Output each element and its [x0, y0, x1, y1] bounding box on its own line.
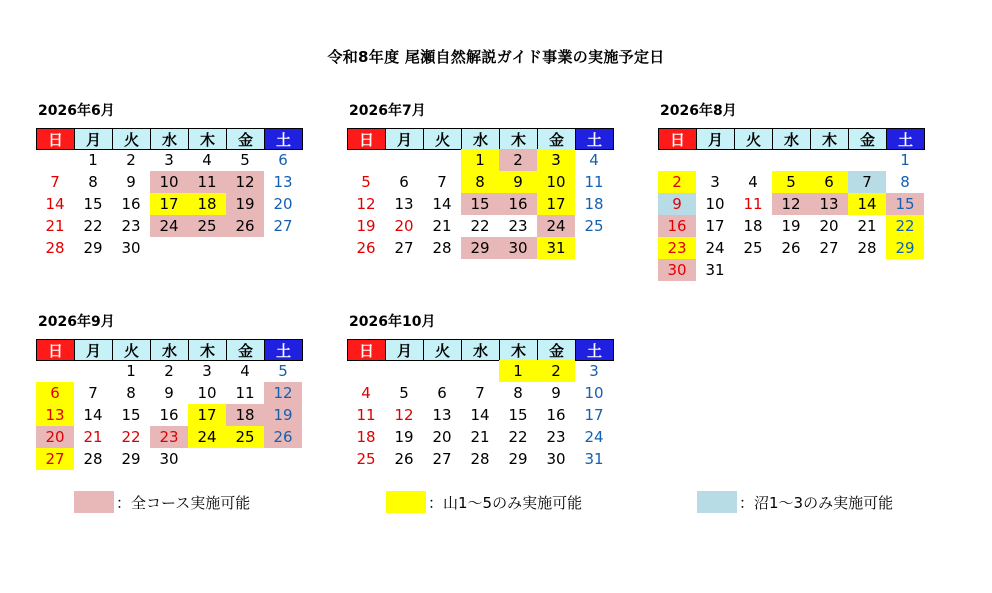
day-cell: 26 [264, 426, 302, 448]
weekday-6: 土 [886, 128, 925, 150]
day-cell: 3 [589, 362, 599, 380]
day-cell: 11 [584, 173, 604, 191]
weekday-3: 水 [772, 128, 811, 150]
weekday-0: 日 [347, 128, 386, 150]
week-row [36, 171, 308, 193]
weekday-5: 金 [226, 339, 265, 361]
day-cell: 30 [546, 450, 566, 468]
day-cell: 23 [121, 217, 141, 235]
day-cell: 10 [537, 171, 575, 193]
empty-cell [347, 360, 385, 382]
day-cell: 16 [159, 406, 179, 424]
day-cell: 19 [226, 193, 264, 215]
weekday-header [36, 128, 308, 149]
day-cell: 2 [126, 151, 136, 169]
day-cell: 21 [45, 217, 65, 235]
day-cell: 17 [705, 217, 725, 235]
day-cell: 18 [226, 404, 264, 426]
empty-cell [385, 149, 423, 171]
week-row [658, 237, 930, 259]
day-cell: 18 [743, 217, 763, 235]
legend-mountain-only [386, 491, 582, 513]
day-cell: 28 [83, 450, 103, 468]
day-cell: 11 [356, 406, 376, 424]
weekday-5: 金 [848, 128, 887, 150]
week-row [36, 426, 308, 448]
empty-cell [150, 237, 188, 259]
day-cell: 29 [886, 237, 924, 259]
week-row [347, 360, 619, 382]
empty-cell [36, 360, 74, 382]
day-cell: 28 [432, 239, 452, 257]
week-row [658, 193, 930, 215]
day-cell: 15 [461, 193, 499, 215]
day-cell: 13 [36, 404, 74, 426]
day-cell: 8 [900, 173, 910, 191]
empty-cell [810, 149, 848, 171]
month-calendar [658, 128, 930, 281]
empty-cell [772, 149, 810, 171]
weekday-4: 木 [188, 339, 227, 361]
weekday-2: 火 [734, 128, 773, 150]
day-cell: 20 [432, 428, 452, 446]
weekday-2: 火 [112, 128, 151, 150]
weekday-1: 月 [696, 128, 735, 150]
week-row [36, 404, 308, 426]
empty-cell [347, 149, 385, 171]
month-label: 2026年6月 [38, 103, 115, 119]
day-cell: 28 [857, 239, 877, 257]
day-cell: 1 [900, 151, 910, 169]
weekday-2: 火 [423, 339, 462, 361]
day-cell: 28 [45, 239, 65, 257]
empty-cell [385, 360, 423, 382]
empty-cell [810, 259, 848, 281]
empty-cell [772, 259, 810, 281]
empty-cell [74, 360, 112, 382]
day-cell: 8 [88, 173, 98, 191]
day-cell: 13 [810, 193, 848, 215]
week-row [658, 171, 930, 193]
week-row [347, 382, 619, 404]
day-cell: 6 [399, 173, 409, 191]
weekday-header [347, 128, 619, 149]
day-cell: 14 [432, 195, 452, 213]
weekday-header [347, 339, 619, 360]
day-cell: 24 [584, 428, 604, 446]
day-cell: 6 [278, 151, 288, 169]
day-cell: 21 [857, 217, 877, 235]
day-cell: 5 [772, 171, 810, 193]
day-cell: 16 [121, 195, 141, 213]
day-cell: 13 [432, 406, 452, 424]
day-cell: 25 [188, 215, 226, 237]
day-cell: 27 [819, 239, 839, 257]
day-cell: 22 [121, 428, 141, 446]
week-row [658, 215, 930, 237]
day-cell: 2 [537, 360, 575, 382]
day-cell: 9 [658, 193, 696, 215]
day-cell: 25 [356, 450, 376, 468]
day-cell: 29 [83, 239, 103, 257]
weekday-2: 火 [112, 339, 151, 361]
legend-label: ：全コース実施可能 [116, 493, 251, 512]
weekday-4: 木 [188, 128, 227, 150]
day-cell: 26 [781, 239, 801, 257]
day-cell: 4 [589, 151, 599, 169]
day-cell: 8 [513, 384, 523, 402]
day-cell: 19 [264, 404, 302, 426]
day-cell: 7 [437, 173, 447, 191]
weekday-2: 火 [423, 128, 462, 150]
empty-cell [36, 149, 74, 171]
weekday-5: 金 [537, 339, 576, 361]
week-row [658, 259, 930, 281]
day-cell: 23 [658, 237, 696, 259]
day-cell: 4 [748, 173, 758, 191]
day-cell: 12 [356, 195, 376, 213]
day-cell: 5 [278, 362, 288, 380]
day-cell: 24 [705, 239, 725, 257]
page-title: 令和8年度 尾瀬自然解説ガイド事業の実施予定日 [327, 48, 665, 66]
day-cell: 3 [710, 173, 720, 191]
weekday-0: 日 [36, 128, 75, 150]
day-cell: 23 [508, 217, 528, 235]
day-cell: 10 [584, 384, 604, 402]
day-cell: 14 [848, 193, 886, 215]
empty-cell [188, 448, 226, 470]
day-cell: 11 [235, 384, 255, 402]
day-cell: 13 [273, 173, 293, 191]
empty-cell [848, 149, 886, 171]
weekday-3: 水 [461, 339, 500, 361]
day-cell: 30 [121, 239, 141, 257]
day-cell: 12 [264, 382, 302, 404]
month-label: 2026年10月 [349, 314, 436, 330]
day-cell: 16 [499, 193, 537, 215]
week-row [36, 149, 308, 171]
week-row [36, 382, 308, 404]
day-cell: 19 [356, 217, 376, 235]
month-calendar [36, 339, 308, 470]
weekday-0: 日 [658, 128, 697, 150]
day-cell: 22 [470, 217, 490, 235]
weekday-6: 土 [264, 339, 303, 361]
legend-swatch-yellow [386, 491, 426, 513]
day-cell: 14 [470, 406, 490, 424]
day-cell: 30 [658, 259, 696, 281]
day-cell: 12 [394, 406, 414, 424]
week-row [347, 215, 619, 237]
day-cell: 15 [121, 406, 141, 424]
day-cell: 17 [150, 193, 188, 215]
week-row [36, 360, 308, 382]
day-cell: 27 [432, 450, 452, 468]
day-cell: 29 [121, 450, 141, 468]
day-cell: 2 [658, 171, 696, 193]
weekday-6: 土 [575, 339, 614, 361]
day-cell: 6 [810, 171, 848, 193]
week-row [36, 193, 308, 215]
day-cell: 9 [164, 384, 174, 402]
day-cell: 29 [508, 450, 528, 468]
day-cell: 7 [88, 384, 98, 402]
day-cell: 6 [437, 384, 447, 402]
day-cell: 7 [848, 171, 886, 193]
empty-cell [575, 237, 613, 259]
day-cell: 17 [584, 406, 604, 424]
day-cell: 8 [126, 384, 136, 402]
day-cell: 10 [197, 384, 217, 402]
day-cell: 16 [546, 406, 566, 424]
empty-cell [848, 259, 886, 281]
weekday-0: 日 [36, 339, 75, 361]
day-cell: 18 [356, 428, 376, 446]
day-cell: 19 [781, 217, 801, 235]
legend-all-courses [74, 491, 250, 513]
day-cell: 26 [226, 215, 264, 237]
day-cell: 7 [50, 173, 60, 191]
weekday-1: 月 [385, 339, 424, 361]
day-cell: 22 [886, 215, 924, 237]
weekday-3: 水 [461, 128, 500, 150]
month-calendar [36, 128, 308, 259]
day-cell: 31 [705, 261, 725, 279]
day-cell: 17 [537, 193, 575, 215]
day-cell: 15 [83, 195, 103, 213]
day-cell: 4 [240, 362, 250, 380]
day-cell: 31 [537, 237, 575, 259]
empty-cell [886, 259, 924, 281]
day-cell: 20 [394, 217, 414, 235]
empty-cell [423, 360, 461, 382]
day-cell: 23 [546, 428, 566, 446]
weekday-4: 木 [810, 128, 849, 150]
week-row [347, 448, 619, 470]
day-cell: 31 [584, 450, 604, 468]
weekday-4: 木 [499, 339, 538, 361]
empty-cell [264, 448, 302, 470]
day-cell: 3 [164, 151, 174, 169]
day-cell: 21 [432, 217, 452, 235]
week-row [347, 171, 619, 193]
month-label: 2026年9月 [38, 314, 115, 330]
week-row [347, 193, 619, 215]
day-cell: 11 [188, 171, 226, 193]
day-cell: 24 [188, 426, 226, 448]
week-row [36, 448, 308, 470]
day-cell: 15 [886, 193, 924, 215]
legend-marsh-only [697, 491, 893, 513]
weekday-1: 月 [74, 128, 113, 150]
day-cell: 27 [36, 448, 74, 470]
day-cell: 5 [399, 384, 409, 402]
week-row [347, 237, 619, 259]
weekday-0: 日 [347, 339, 386, 361]
day-cell: 24 [537, 215, 575, 237]
empty-cell [696, 149, 734, 171]
weekday-header [36, 339, 308, 360]
empty-cell [423, 149, 461, 171]
day-cell: 14 [83, 406, 103, 424]
weekday-header [658, 128, 930, 149]
week-row [347, 404, 619, 426]
day-cell: 1 [499, 360, 537, 382]
day-cell: 26 [356, 239, 376, 257]
day-cell: 29 [461, 237, 499, 259]
day-cell: 27 [273, 217, 293, 235]
empty-cell [734, 259, 772, 281]
day-cell: 19 [394, 428, 414, 446]
empty-cell [226, 448, 264, 470]
weekday-6: 土 [264, 128, 303, 150]
day-cell: 9 [551, 384, 561, 402]
weekday-1: 月 [74, 339, 113, 361]
day-cell: 2 [164, 362, 174, 380]
day-cell: 2 [499, 149, 537, 171]
weekday-5: 金 [226, 128, 265, 150]
day-cell: 1 [126, 362, 136, 380]
day-cell: 30 [499, 237, 537, 259]
day-cell: 5 [361, 173, 371, 191]
day-cell: 15 [508, 406, 528, 424]
day-cell: 21 [83, 428, 103, 446]
week-row [658, 149, 930, 171]
month-label: 2026年8月 [660, 103, 737, 119]
day-cell: 7 [475, 384, 485, 402]
day-cell: 24 [150, 215, 188, 237]
weekday-1: 月 [385, 128, 424, 150]
weekday-5: 金 [537, 128, 576, 150]
day-cell: 5 [240, 151, 250, 169]
weekday-3: 水 [150, 339, 189, 361]
week-row [347, 426, 619, 448]
day-cell: 11 [743, 195, 763, 213]
day-cell: 22 [508, 428, 528, 446]
day-cell: 9 [126, 173, 136, 191]
day-cell: 3 [537, 149, 575, 171]
day-cell: 22 [83, 217, 103, 235]
weekday-6: 土 [575, 128, 614, 150]
day-cell: 18 [584, 195, 604, 213]
legend-swatch-lightblue [697, 491, 737, 513]
day-cell: 12 [772, 193, 810, 215]
day-cell: 16 [658, 215, 696, 237]
day-cell: 10 [150, 171, 188, 193]
month-calendar [347, 339, 619, 470]
legend-label: ：山1～5のみ実施可能 [428, 493, 583, 512]
day-cell: 6 [36, 382, 74, 404]
day-cell: 20 [36, 426, 74, 448]
day-cell: 21 [470, 428, 490, 446]
empty-cell [264, 237, 302, 259]
empty-cell [226, 237, 264, 259]
day-cell: 27 [394, 239, 414, 257]
day-cell: 14 [45, 195, 65, 213]
day-cell: 10 [705, 195, 725, 213]
month-calendar [347, 128, 619, 259]
weekday-4: 木 [499, 128, 538, 150]
day-cell: 1 [88, 151, 98, 169]
day-cell: 26 [394, 450, 414, 468]
empty-cell [734, 149, 772, 171]
day-cell: 4 [202, 151, 212, 169]
day-cell: 1 [461, 149, 499, 171]
week-row [36, 215, 308, 237]
legend-swatch-pink [74, 491, 114, 513]
week-row [347, 149, 619, 171]
day-cell: 23 [150, 426, 188, 448]
day-cell: 28 [470, 450, 490, 468]
day-cell: 13 [394, 195, 414, 213]
day-cell: 20 [819, 217, 839, 235]
week-row [36, 237, 308, 259]
day-cell: 18 [188, 193, 226, 215]
day-cell: 3 [202, 362, 212, 380]
day-cell: 8 [461, 171, 499, 193]
day-cell: 20 [273, 195, 293, 213]
empty-cell [188, 237, 226, 259]
month-label: 2026年7月 [349, 103, 426, 119]
day-cell: 25 [743, 239, 763, 257]
day-cell: 12 [226, 171, 264, 193]
weekday-3: 水 [150, 128, 189, 150]
day-cell: 30 [159, 450, 179, 468]
empty-cell [461, 360, 499, 382]
day-cell: 25 [584, 217, 604, 235]
day-cell: 25 [226, 426, 264, 448]
day-cell: 9 [499, 171, 537, 193]
legend-label: ：沼1～3のみ実施可能 [739, 493, 894, 512]
day-cell: 4 [361, 384, 371, 402]
day-cell: 17 [188, 404, 226, 426]
empty-cell [658, 149, 696, 171]
